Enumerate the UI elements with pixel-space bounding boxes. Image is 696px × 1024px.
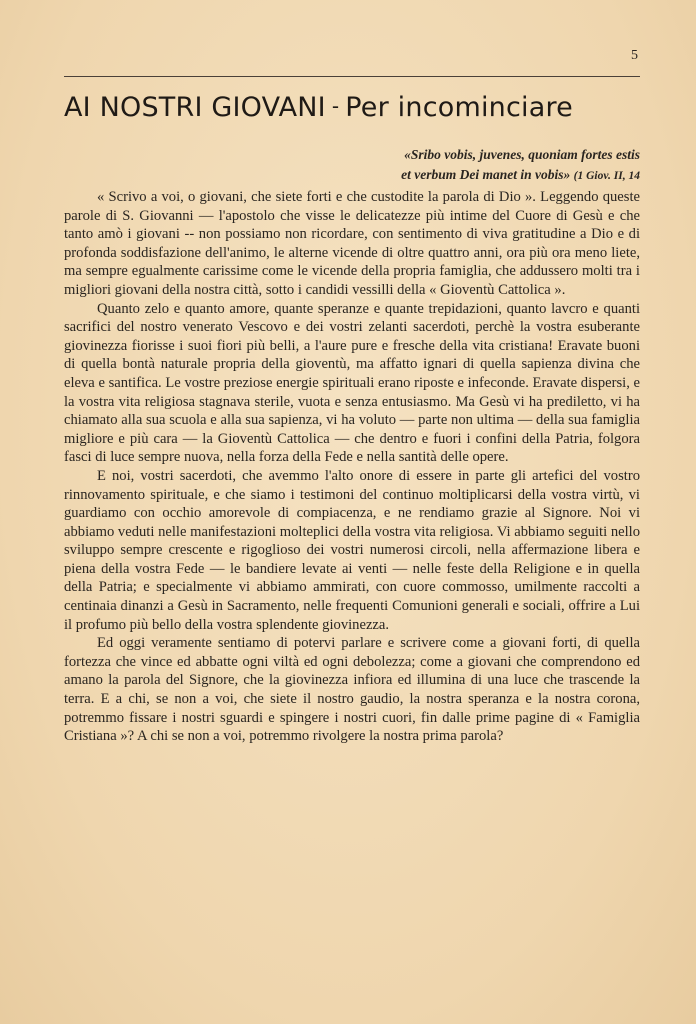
epigraph: [290, 145, 640, 186]
header-rule: [64, 76, 640, 77]
paragraph-1: « Scrivo a voi, o giovani, che siete forti e che custodite la parola di Dio ». Leggendo queste parole di S. Giovanni — l'apostolo che visse le delicatezze più intime del Cuore di Gesù e che tanto amò i giovani -- non possiamo non ricordare, con sentimento di viva gratitudine a Dio e di profonda soddisfazione dell'animo, le alterne vicende di oltre quattro anni, ora più ora meno liete, ma sempre egualmente carissime come le vicende della propria famiglia, che addussero molti tra i migliori giovani della nostra città, sotto i candidi vessilli della « Gioventù Cattolica ».: [64, 189, 640, 298]
title-main: AI NOSTRI GIOVANI: [64, 92, 326, 123]
epigraph-line-2: [290, 165, 640, 186]
epigraph-line-2-text: et verbum Dei manet in vobis»: [401, 167, 571, 182]
paragraph-2: Quanto zelo e quanto amore, quante speranze e quante trepidazioni, quanto lavcro e quanti sacrifici del nostro venerato Vescovo e dei vostri zelanti sacerdoti, perchè la vostra esuberante giovinezza fiorisse i suoi fiori più belli, a l'aure pure e fresche della vita cristiana! Eravate buoni di quella bontà naturale propria della gioventù, ma affatto ignari di quella sapienza divina che eleva e santifica. Le vostre preziose energie spirituali erano riposte e infeconde. Eravate dispersi, e la vostra vita religiosa stagnava sterile, vuota e senza entusiasmo. Ma Gesù vi ha prediletto, vi ha chiamato alla sua scuola e alla sua sapienza, vi ha voluto — parte non ultima — della sua famiglia migliore e più cara — la Gioventù Cattolica — che dentro e fuori i confini della Patria, folgora fasci di luce sempre nuova, nella forza della Fede e nella santità delle opere.: [64, 300, 640, 466]
article-title: [64, 92, 644, 123]
article-body: [64, 188, 640, 746]
epigraph-line-1: «Sribo vobis, juvenes, quoniam fortes estis: [404, 147, 640, 162]
paragraph-3: E noi, vostri sacerdoti, che avemmo l'alto onore di essere in parte gli artefici del vostro rinnovamento spirituale, e che siamo i testimoni del continuo moltiplicarsi della vostra virtù, vi guardiamo con occhio amorevole di compiacenza, e ne rendiamo grazie al Signore. Noi vi abbiamo veduti nelle manifestazioni molteplici della vostra vita religiosa. Vi abbiamo seguiti nello sviluppo sempre crescente e rigoglioso dei vostri numerosi circoli, nella affermazione libera e piena della vostra Fede — le bandiere levate ai venti — nelle feste della Religione e in quella della Patria; e specialmente vi abbiamo ammirati, con cuore commosso, umilmente raccolti a centinaia dinanzi a Gesù in Sacramento, nelle frequenti Comunioni generali e sociali, offrire a Lui il profumo più bello della vostra splendente giovinezza.: [64, 467, 640, 633]
epigraph-reference: (1 Giov. II, 14: [573, 170, 640, 182]
title-subtitle: Per incominciare: [345, 92, 573, 123]
paragraph-4: Ed oggi veramente sentiamo di potervi parlare e scrivere come a giovani forti, di quella fortezza che vince ed abbatte ogni viltà ed ogni debolezza; come a giovani che comprendono ed amano la parola del Signore, che la giovinezza infiora ed illumina di una luce che trascende la terra. E a chi, se non a voi, che siete il nostro gaudio, la nostra speranza e la nostra corona, potremmo fissare i nostri sguardi e spingere i nostri cuori, fin dalle prime pagine di « Famiglia Cristiana »? A chi se non a voi, potremmo rivolgere la nostra prima parola?: [64, 635, 640, 745]
title-separator: -: [331, 94, 340, 118]
page-number: 5: [631, 48, 638, 63]
